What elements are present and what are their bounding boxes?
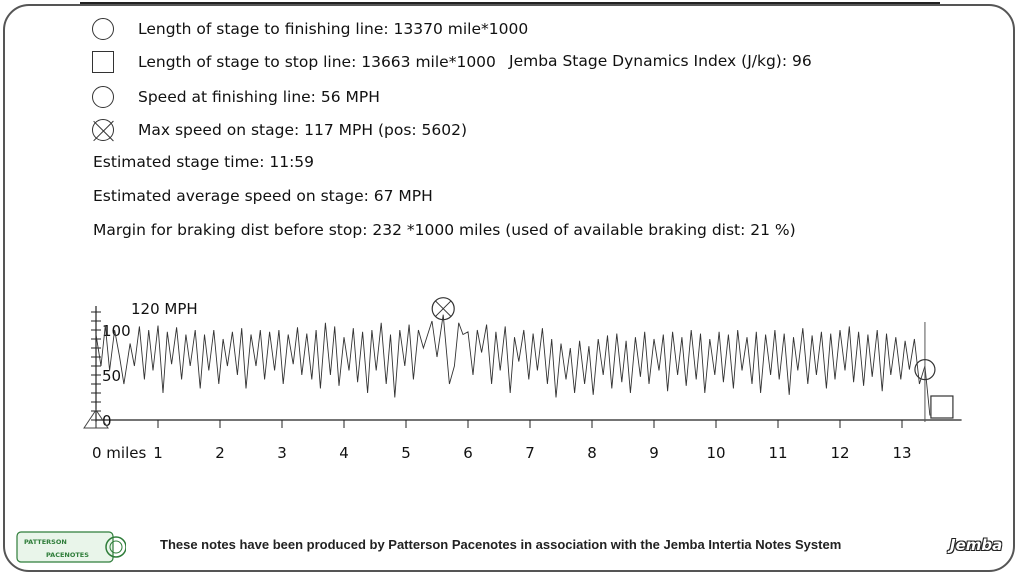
jemba-logo: Jemba <box>950 536 1003 554</box>
x-tick-label: 10 <box>706 444 726 462</box>
y-tick-label: 100 <box>102 322 131 340</box>
x-tick-label: 5 <box>401 444 411 462</box>
x-tick-label: 6 <box>463 444 473 462</box>
x-tick-label: 7 <box>525 444 535 462</box>
logo-line1: PATTERSON <box>24 538 67 546</box>
x-tick-label: 11 <box>768 444 788 462</box>
x-tick-label: 12 <box>830 444 850 462</box>
braking-margin-text: Margin for braking dist before stop: 232 *1000 miles (used of available braking dist: 21 %) <box>93 221 796 239</box>
stage-time-text: Estimated stage time: 11:59 <box>93 153 315 171</box>
x-tick-label: 2 <box>215 444 225 462</box>
x-tick-label: 0 miles <box>92 444 147 462</box>
finish-length-text: Length of stage to finishing line: 13370 mile*1000 <box>138 20 529 38</box>
x-tick-label: 1 <box>153 444 163 462</box>
x-tick-label: 4 <box>339 444 349 462</box>
stop-length-text: Length of stage to stop line: 13663 mile*1000 <box>138 53 496 71</box>
footer-credit: These notes have been produced by Patterson Pacenotes in association with the Jemba Intertia Notes System <box>160 537 842 552</box>
y-tick-label: 0 <box>102 412 112 430</box>
avg-speed-text: Estimated average speed on stage: 67 MPH <box>93 187 433 205</box>
stop-square-marker-icon <box>931 396 953 418</box>
finish-speed-text: Speed at finishing line: 56 MPH <box>138 88 380 106</box>
logo-line2: PACENOTES <box>46 551 89 559</box>
y-unit-label: 120 MPH <box>131 300 198 318</box>
x-tick-label: 9 <box>649 444 659 462</box>
max-speed-text: Max speed on stage: 117 MPH (pos: 5602) <box>138 121 468 139</box>
speed-series-line <box>96 315 930 416</box>
x-tick-label: 13 <box>892 444 912 462</box>
x-tick-label: 8 <box>587 444 597 462</box>
y-tick-label: 50 <box>102 367 122 385</box>
patterson-pacenotes-logo <box>16 530 126 564</box>
dynamics-index-text: Jemba Stage Dynamics Index (J/kg): 96 <box>509 52 812 70</box>
x-tick-label: 3 <box>277 444 287 462</box>
